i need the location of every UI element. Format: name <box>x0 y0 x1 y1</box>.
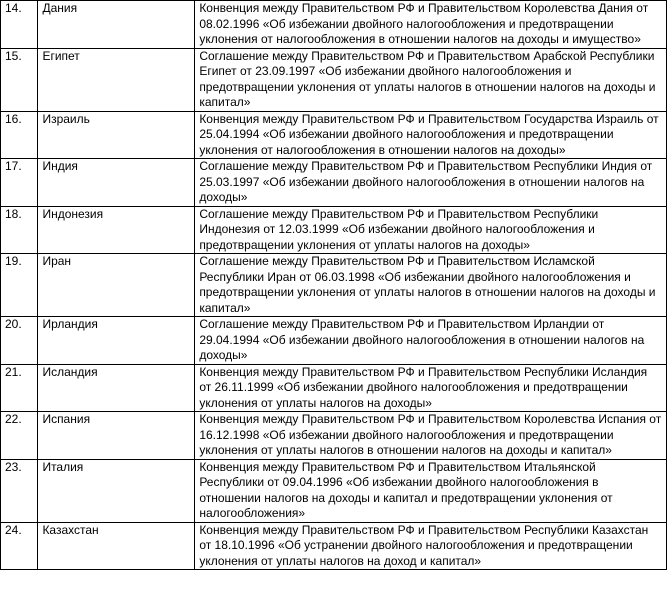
row-number: 18. <box>1 206 38 254</box>
table-row <box>1 522 667 570</box>
row-number: 22. <box>1 412 38 460</box>
row-number: 17. <box>1 159 38 207</box>
country-name: Италия <box>38 459 195 522</box>
row-number: 24. <box>1 522 38 570</box>
row-number: 16. <box>1 111 38 159</box>
row-number: 21. <box>1 364 38 412</box>
row-number: 23. <box>1 459 38 522</box>
table-row <box>1 111 667 159</box>
treaty-description: Соглашение между Правительством РФ и Правительством Исламской Республики Иран от 06.03.1998 «Об избежании двойного налогообложения и предотвращении уклонения от уплаты налогов в отношении налогов на доходы и капитал» <box>195 254 667 317</box>
country-name: Ирландия <box>38 317 195 365</box>
country-name: Казахстан <box>38 522 195 570</box>
treaty-description: Конвенция между Правительством РФ и Правительством Республики Казахстан от 18.10.1996 «Об устранении двойного налогообложения и предотвращении уклонения от уплаты налогов на доход и капитал» <box>195 522 667 570</box>
country-name: Индия <box>38 159 195 207</box>
country-name: Египет <box>38 48 195 111</box>
row-number: 20. <box>1 317 38 365</box>
table-row <box>1 459 667 522</box>
treaty-description: Соглашение между Правительством РФ и Правительством Ирландии от 29.04.1994 «Об избежании двойного налогообложения в отношении налогов на доходы» <box>195 317 667 365</box>
country-name: Израиль <box>38 111 195 159</box>
row-number: 15. <box>1 48 38 111</box>
table-row <box>1 254 667 317</box>
table-row <box>1 48 667 111</box>
treaty-description: Конвенция между Правительством РФ и Правительством Государства Израиль от 25.04.1994 «Об избежании двойного налогообложения и предотвращении уклонения от налогообложения в отношении налогов на доходы» <box>195 111 667 159</box>
treaty-description: Соглашение между Правительством РФ и Правительством Республики Индия от 25.03.1997 «Об избежании двойного налогообложения в отношении налогов на доходы» <box>195 159 667 207</box>
table-row <box>1 317 667 365</box>
row-number: 19. <box>1 254 38 317</box>
table-row <box>1 1 667 49</box>
country-name: Испания <box>38 412 195 460</box>
row-number: 14. <box>1 1 38 49</box>
treaty-description: Конвенция между Правительством РФ и Правительством Королевства Испания от 16.12.1998 «Об избежании двойного налогообложения и предотвращении уклонения от уплаты налогов в отношении налогов на доходы и капитал» <box>195 412 667 460</box>
treaty-description: Соглашение между Правительством РФ и Правительством Республики Индонезия от 12.03.1999 «Об избежании двойного налогообложения и предотвращении уклонения от уплаты налогов на доходы» <box>195 206 667 254</box>
country-name: Иран <box>38 254 195 317</box>
country-name: Индонезия <box>38 206 195 254</box>
treaty-description: Соглашение между Правительством РФ и Правительством Арабской Республики Египет от 23.09.1997 «Об избежании двойного налогообложения и предотвращении уклонения от уплаты налогов в отношении налогов на доходы и капитал» <box>195 48 667 111</box>
treaty-description: Конвенция между Правительством РФ и Правительством Республики Исландия от 26.11.1999 «Об избежании двойного налогообложения и предотвращении уклонения от уплаты налогов на доходы» <box>195 364 667 412</box>
treaty-description: Конвенция между Правительством РФ и Правительством Королевства Дания от 08.02.1996 «Об избежании двойного налогообложения и предотвращении уклонения от налогообложения в отношении налогов на доходы и имущество» <box>195 1 667 49</box>
table-row <box>1 206 667 254</box>
treaty-description: Конвенция между Правительством РФ и Правительством Итальянской Республики от 09.04.1996 «Об избежании двойного налогообложения в отношении налогов на доходы и капитал и предотвращении уклонения от налогообложения» <box>195 459 667 522</box>
table-row <box>1 364 667 412</box>
country-name: Исландия <box>38 364 195 412</box>
country-name: Дания <box>38 1 195 49</box>
table-row <box>1 412 667 460</box>
table-row <box>1 159 667 207</box>
